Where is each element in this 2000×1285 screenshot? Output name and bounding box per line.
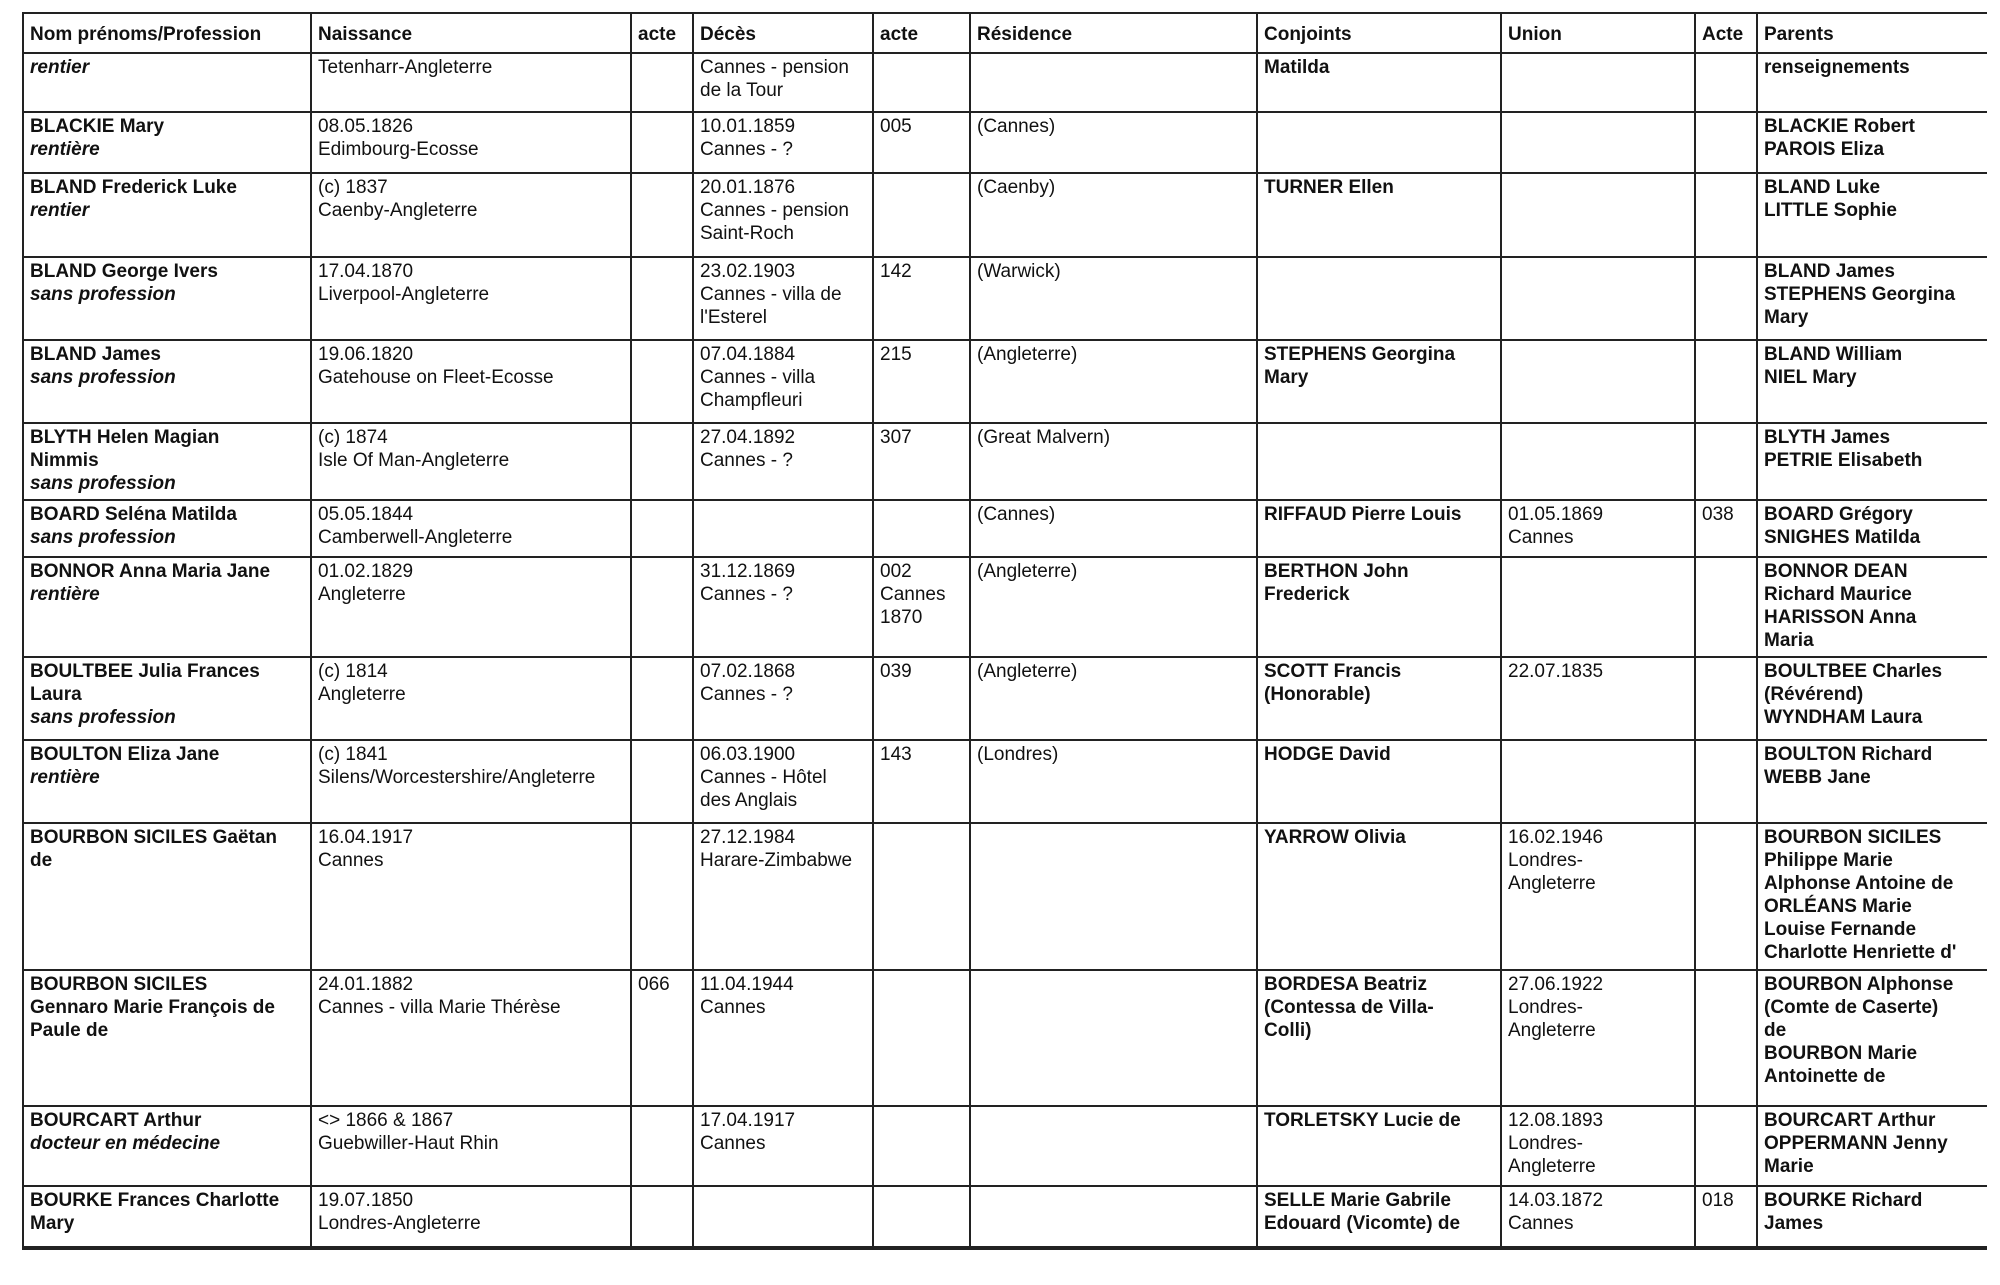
death-text: 27.12.1984 Harare-Zimbabwe (700, 827, 853, 872)
person-profession: sans profession (30, 526, 176, 548)
person-profession: sans profession (30, 706, 176, 728)
birth-cell (311, 557, 631, 657)
death-cell (693, 970, 873, 1106)
residence-text: (Londres) (977, 743, 1059, 765)
residence-cell (970, 53, 1257, 112)
acte-death-text: 005 (880, 116, 912, 138)
union-cell (1501, 340, 1695, 423)
table-row (24, 173, 1987, 256)
header-parents: Parents (1757, 14, 1987, 53)
parents-text: BONNOR DEAN Richard Maurice HARISSON Anna Maria (1764, 560, 1917, 651)
spouse-cell (1257, 970, 1501, 1106)
acte-union-cell (1695, 657, 1757, 740)
birth-cell (311, 423, 631, 499)
union-text: 22.07.1835 (1508, 660, 1604, 682)
name-cell (24, 1186, 311, 1247)
death-cell (693, 53, 873, 112)
acte-birth-cell (631, 53, 693, 112)
spouse-cell (1257, 657, 1501, 740)
header-birth: Naissance (311, 14, 631, 53)
acte-union-cell (1695, 970, 1757, 1106)
spouse-text: YARROW Olivia (1264, 827, 1406, 849)
death-text: 17.04.1917 Cannes (700, 1110, 796, 1155)
parents-text: renseignements (1764, 57, 1910, 78)
parents-text: BLAND Luke LITTLE Sophie (1764, 177, 1897, 222)
union-cell (1501, 970, 1695, 1106)
acte-union-cell (1695, 557, 1757, 657)
birth-cell (311, 657, 631, 740)
spouse-text: SCOTT Francis (Honorable) (1264, 660, 1402, 705)
acte-birth-cell (631, 970, 693, 1106)
death-text: 23.02.1903 Cannes - villa de l'Esterel (700, 260, 842, 328)
spouse-cell (1257, 1106, 1501, 1185)
birth-cell (311, 823, 631, 970)
acte-union-cell (1695, 1106, 1757, 1185)
parents-cell (1757, 970, 1987, 1106)
acte-birth-cell (631, 340, 693, 423)
spouse-cell (1257, 823, 1501, 970)
spouse-cell (1257, 53, 1501, 112)
spouse-text: RIFFAUD Pierre Louis (1264, 503, 1462, 525)
person-name: BOURCART Arthur (30, 1110, 202, 1132)
spouse-cell (1257, 340, 1501, 423)
parents-text: BLAND James STEPHENS Georgina Mary (1764, 260, 1956, 328)
parents-cell (1757, 423, 1987, 499)
acte-birth-cell (631, 557, 693, 657)
acte-birth-cell (631, 1106, 693, 1185)
acte-union-cell (1695, 740, 1757, 823)
birth-cell (311, 1106, 631, 1185)
table-row (24, 1106, 1987, 1185)
residence-cell (970, 657, 1257, 740)
death-cell (693, 823, 873, 970)
birth-text: 05.05.1844 Camberwell-Angleterre (318, 503, 513, 548)
spouse-text: STEPHENS Georgina Mary (1264, 344, 1456, 388)
death-text: 06.03.1900 Cannes - Hôtel des Anglais (700, 743, 827, 811)
spouse-cell (1257, 257, 1501, 340)
parents-text: BLYTH James PETRIE Elisabeth (1764, 427, 1923, 472)
birth-text: 16.04.1917 Cannes (318, 827, 414, 872)
residence-cell (970, 500, 1257, 557)
person-name: BOULTON Eliza Jane (30, 743, 220, 765)
death-cell (693, 1106, 873, 1185)
name-cell (24, 112, 311, 173)
death-cell (693, 257, 873, 340)
acte-death-cell (873, 173, 970, 256)
residence-cell (970, 823, 1257, 970)
death-cell (693, 740, 873, 823)
name-cell (24, 970, 311, 1106)
name-cell (24, 340, 311, 423)
birth-text: 08.05.1826 Edimbourg-Ecosse (318, 116, 479, 161)
header-residence: Résidence (970, 14, 1257, 53)
acte-death-cell (873, 657, 970, 740)
acte-death-cell (873, 53, 970, 112)
death-cell (693, 657, 873, 740)
person-profession: rentière (30, 139, 100, 161)
birth-text: <> 1866 & 1867 Guebwiller-Haut Rhin (318, 1110, 499, 1155)
residence-text: (Great Malvern) (977, 427, 1111, 449)
acte-birth-cell (631, 173, 693, 256)
acte-union-cell (1695, 53, 1757, 112)
spouse-cell (1257, 557, 1501, 657)
person-name: BOURKE Frances Charlotte Mary (30, 1189, 280, 1234)
parents-cell (1757, 257, 1987, 340)
parents-cell (1757, 1186, 1987, 1247)
parents-cell (1757, 557, 1987, 657)
acte-union-cell (1695, 173, 1757, 256)
residence-text: (Angleterre) (977, 344, 1078, 365)
union-text: 12.08.1893 Londres- Angleterre (1508, 1110, 1604, 1178)
acte-death-cell (873, 500, 970, 557)
table-row (24, 1186, 1987, 1247)
acte-union-cell (1695, 823, 1757, 970)
acte-death-text: 307 (880, 427, 912, 449)
birth-text: 17.04.1870 Liverpool-Angleterre (318, 260, 490, 305)
acte-union-cell (1695, 1186, 1757, 1247)
acte-death-text: 215 (880, 344, 912, 365)
union-cell (1501, 173, 1695, 256)
union-cell (1501, 1186, 1695, 1247)
birth-cell (311, 173, 631, 256)
spouse-cell (1257, 500, 1501, 557)
residence-cell (970, 173, 1257, 256)
acte-death-text: 002 Cannes 1870 (880, 560, 946, 628)
death-cell (693, 112, 873, 173)
union-cell (1501, 740, 1695, 823)
death-cell (693, 1186, 873, 1247)
header-death: Décès (693, 14, 873, 53)
acte-death-cell (873, 740, 970, 823)
person-profession: sans profession (30, 283, 176, 305)
person-profession: rentier (30, 57, 90, 78)
acte-birth-cell (631, 1186, 693, 1247)
parents-text: BOURKE Richard James (1764, 1189, 1923, 1234)
parents-text: BOURBON SICILES Philippe Marie Alphonse Antoine de ORLÉANS Marie Louise Fernande Charlotte Henriette d' (1764, 827, 1957, 964)
residence-cell (970, 740, 1257, 823)
death-text: 07.04.1884 Cannes - villa Champfleuri (700, 344, 816, 411)
residence-cell (970, 112, 1257, 173)
residence-cell (970, 423, 1257, 499)
spouse-cell (1257, 1186, 1501, 1247)
acte-death-cell (873, 340, 970, 423)
union-text: 01.05.1869 Cannes (1508, 503, 1604, 548)
person-name: BONNOR Anna Maria Jane (30, 560, 271, 582)
union-cell (1501, 53, 1695, 112)
register-table (24, 14, 1987, 1248)
spouse-text: Matilda (1264, 57, 1330, 78)
acte-union-cell (1695, 112, 1757, 173)
death-cell (693, 557, 873, 657)
person-profession: sans profession (30, 367, 176, 388)
acte-death-cell (873, 112, 970, 173)
table-row (24, 740, 1987, 823)
birth-text: (c) 1837 Caenby-Angleterre (318, 177, 478, 222)
death-cell (693, 340, 873, 423)
acte-death-text: 142 (880, 260, 912, 282)
acte-death-cell (873, 423, 970, 499)
name-cell (24, 740, 311, 823)
header-name: Nom prénoms/Profession (24, 14, 311, 53)
parents-cell (1757, 112, 1987, 173)
person-name: BOURBON SICILES Gaëtan de (30, 827, 278, 872)
death-text: 11.04.1944 Cannes (700, 974, 794, 1018)
birth-text: 19.06.1820 Gatehouse on Fleet-Ecosse (318, 344, 554, 388)
acte-birth-cell (631, 657, 693, 740)
spouse-text: TORLETSKY Lucie de (1264, 1110, 1461, 1132)
parents-cell (1757, 1106, 1987, 1185)
death-text: Cannes - pension de la Tour (700, 57, 849, 101)
union-text: 27.06.1922 Londres- Angleterre (1508, 974, 1604, 1041)
name-cell (24, 557, 311, 657)
acte-union-cell (1695, 500, 1757, 557)
birth-cell (311, 53, 631, 112)
acte-birth-text: 066 (638, 974, 670, 995)
residence-text: (Cannes) (977, 503, 1056, 525)
person-name: BLAND Frederick Luke (30, 177, 237, 199)
death-text: 20.01.1876 Cannes - pension Saint-Roch (700, 177, 849, 245)
person-name: BOURBON SICILES Gennaro Marie François de Paule de (30, 974, 275, 1041)
parents-cell (1757, 823, 1987, 970)
residence-text: (Cannes) (977, 116, 1056, 138)
parents-cell (1757, 53, 1987, 112)
union-cell (1501, 500, 1695, 557)
spouse-text: HODGE David (1264, 743, 1391, 765)
residence-text: (Caenby) (977, 177, 1056, 199)
union-cell (1501, 557, 1695, 657)
union-text: 14.03.1872 Cannes (1508, 1189, 1604, 1234)
person-name: BLACKIE Mary (30, 116, 165, 138)
death-text: 27.04.1892 Cannes - ? (700, 427, 796, 472)
header-acte-union: Acte (1695, 14, 1757, 53)
parents-cell (1757, 740, 1987, 823)
birth-text: Tetenharr-Angleterre (318, 57, 493, 78)
acte-death-text: 143 (880, 743, 912, 765)
union-cell (1501, 423, 1695, 499)
birth-text: 19.07.1850 Londres-Angleterre (318, 1189, 481, 1234)
name-cell (24, 423, 311, 499)
birth-cell (311, 340, 631, 423)
header-row (24, 14, 1987, 53)
parents-text: BOULTBEE Charles (Révérend) WYNDHAM Laura (1764, 660, 1943, 728)
acte-death-cell (873, 257, 970, 340)
name-cell (24, 657, 311, 740)
name-cell (24, 823, 311, 970)
birth-cell (311, 970, 631, 1106)
birth-cell (311, 500, 631, 557)
birth-text: (c) 1841 Silens/Worcestershire/Angleterre (318, 743, 596, 788)
name-cell (24, 500, 311, 557)
death-cell (693, 423, 873, 499)
name-cell (24, 53, 311, 112)
table-row (24, 500, 1987, 557)
spouse-cell (1257, 740, 1501, 823)
acte-union-text: 038 (1702, 503, 1734, 525)
parents-text: BOARD Grégory SNIGHES Matilda (1764, 503, 1921, 548)
spouse-text: TURNER Ellen (1264, 177, 1394, 199)
union-cell (1501, 657, 1695, 740)
person-name: BLAND James (30, 344, 161, 365)
birth-text: (c) 1814 Angleterre (318, 660, 406, 705)
death-text: 31.12.1869 Cannes - ? (700, 560, 796, 605)
acte-death-cell (873, 823, 970, 970)
acte-union-cell (1695, 340, 1757, 423)
person-profession: sans profession (30, 473, 176, 495)
header-acte-death: acte (873, 14, 970, 53)
acte-birth-cell (631, 500, 693, 557)
acte-birth-cell (631, 112, 693, 173)
residence-text: (Angleterre) (977, 660, 1078, 682)
person-profession: rentière (30, 583, 100, 605)
acte-birth-cell (631, 823, 693, 970)
table-row (24, 657, 1987, 740)
spouse-cell (1257, 112, 1501, 173)
birth-cell (311, 740, 631, 823)
acte-union-cell (1695, 423, 1757, 499)
parents-text: BLACKIE Robert PAROIS Eliza (1764, 116, 1915, 161)
person-profession: rentier (30, 200, 90, 222)
death-cell (693, 500, 873, 557)
register-sheet (22, 12, 1987, 1250)
parents-cell (1757, 340, 1987, 423)
table-row (24, 257, 1987, 340)
residence-cell (970, 340, 1257, 423)
header-union: Union (1501, 14, 1695, 53)
death-cell (693, 173, 873, 256)
birth-text: 24.01.1882 Cannes - villa Marie Thérèse (318, 974, 561, 1018)
spouse-text: BORDESA Beatriz (Contessa de Villa- Colli) (1264, 974, 1434, 1041)
union-cell (1501, 1106, 1695, 1185)
residence-cell (970, 970, 1257, 1106)
union-cell (1501, 257, 1695, 340)
acte-union-text: 018 (1702, 1189, 1734, 1211)
union-cell (1501, 112, 1695, 173)
union-text: 16.02.1946 Londres- Angleterre (1508, 827, 1604, 895)
acte-death-cell (873, 970, 970, 1106)
header-spouses: Conjoints (1257, 14, 1501, 53)
parents-cell (1757, 657, 1987, 740)
parents-text: BLAND William NIEL Mary (1764, 344, 1903, 388)
table-row (24, 970, 1987, 1106)
birth-text: 01.02.1829 Angleterre (318, 560, 414, 605)
parents-text: BOURCART Arthur OPPERMANN Jenny Marie (1764, 1110, 1948, 1178)
acte-birth-cell (631, 257, 693, 340)
table-row (24, 423, 1987, 499)
acte-death-cell (873, 1186, 970, 1247)
person-profession: rentière (30, 766, 100, 788)
table-row (24, 53, 1987, 112)
death-text: 10.01.1859 Cannes - ? (700, 116, 796, 161)
parents-text: BOURBON Alphonse (Comte de Caserte) de BOURBON Marie Antoinette de (1764, 974, 1954, 1087)
spouse-text: BERTHON John Frederick (1264, 560, 1409, 605)
table-row (24, 557, 1987, 657)
spouse-text: SELLE Marie Gabrile Edouard (Vicomte) de (1264, 1189, 1461, 1234)
table-row (24, 112, 1987, 173)
residence-cell (970, 1106, 1257, 1185)
person-name: BLYTH Helen Magian Nimmis (30, 427, 220, 472)
spouse-cell (1257, 173, 1501, 256)
residence-cell (970, 557, 1257, 657)
person-name: BOARD Seléna Matilda (30, 503, 237, 525)
header-acte-birth: acte (631, 14, 693, 53)
acte-birth-cell (631, 423, 693, 499)
birth-cell (311, 1186, 631, 1247)
union-cell (1501, 823, 1695, 970)
acte-death-cell (873, 1106, 970, 1185)
residence-text: (Angleterre) (977, 560, 1078, 582)
name-cell (24, 257, 311, 340)
acte-death-cell (873, 557, 970, 657)
name-cell (24, 1106, 311, 1185)
person-profession: docteur en médecine (30, 1133, 221, 1155)
birth-cell (311, 112, 631, 173)
residence-cell (970, 1186, 1257, 1247)
acte-birth-cell (631, 740, 693, 823)
parents-cell (1757, 173, 1987, 256)
birth-text: (c) 1874 Isle Of Man-Angleterre (318, 427, 510, 472)
table-row (24, 823, 1987, 970)
parents-text: BOULTON Richard WEBB Jane (1764, 743, 1933, 788)
spouse-cell (1257, 423, 1501, 499)
name-cell (24, 173, 311, 256)
person-name: BOULTBEE Julia Frances Laura (30, 660, 260, 705)
birth-cell (311, 257, 631, 340)
death-text: 07.02.1868 Cannes - ? (700, 660, 796, 705)
acte-union-cell (1695, 257, 1757, 340)
person-name: BLAND George Ivers (30, 260, 218, 282)
residence-cell (970, 257, 1257, 340)
acte-death-text: 039 (880, 660, 912, 682)
table-row (24, 340, 1987, 423)
residence-text: (Warwick) (977, 260, 1061, 282)
parents-cell (1757, 500, 1987, 557)
